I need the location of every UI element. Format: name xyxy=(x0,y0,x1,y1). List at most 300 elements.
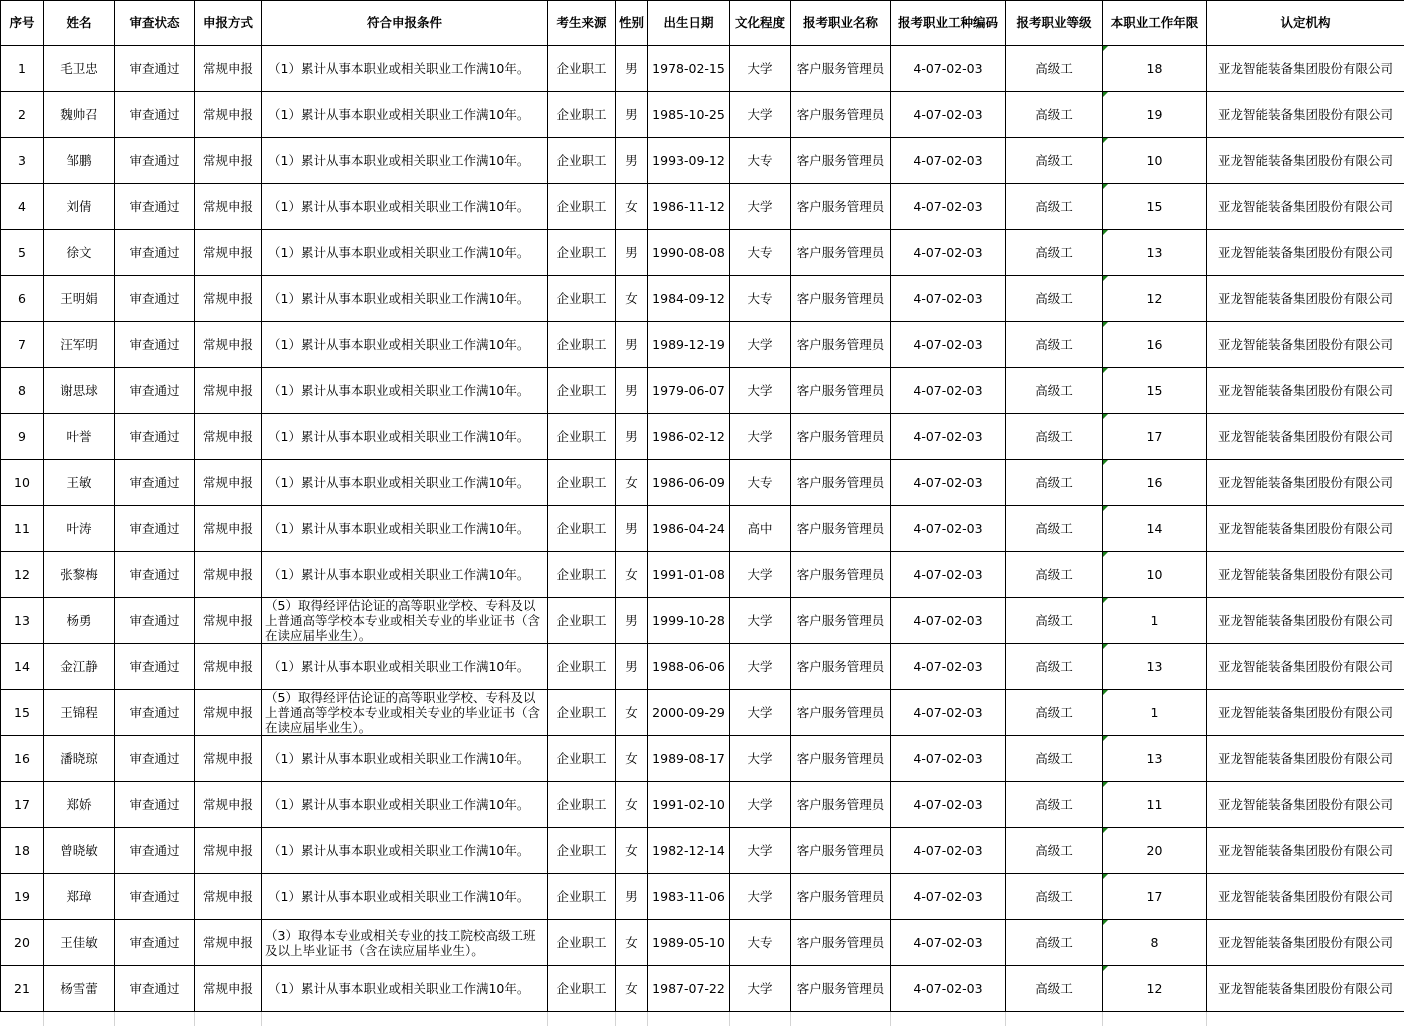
cell-no[interactable]: 13 xyxy=(1,598,44,644)
cell-education[interactable]: 大学 xyxy=(730,736,791,782)
cell-gender[interactable]: 男 xyxy=(616,644,648,690)
cell-name[interactable]: 王明娟 xyxy=(44,276,115,322)
cell-name[interactable]: 潘晓琼 xyxy=(44,736,115,782)
cell-job[interactable]: 客户服务管理员 xyxy=(791,460,891,506)
cell-status[interactable]: 审查通过 xyxy=(115,874,195,920)
cell-name[interactable]: 徐文 xyxy=(44,230,115,276)
cell-years[interactable]: 15 xyxy=(1103,368,1207,414)
cell-code[interactable]: 4-07-02-03 xyxy=(891,138,1006,184)
cell-method[interactable]: 常规申报 xyxy=(195,46,262,92)
cell-birth[interactable]: 1993-09-12 xyxy=(648,138,730,184)
cell-code[interactable]: 4-07-02-03 xyxy=(891,92,1006,138)
empty-cell[interactable] xyxy=(891,1012,1006,1027)
cell-method[interactable]: 常规申报 xyxy=(195,138,262,184)
cell-birth[interactable]: 1986-11-12 xyxy=(648,184,730,230)
cell-method[interactable]: 常规申报 xyxy=(195,230,262,276)
cell-org[interactable]: 亚龙智能装备集团股份有限公司 xyxy=(1207,690,1404,736)
cell-years[interactable]: 16 xyxy=(1103,460,1207,506)
cell-name[interactable]: 金江静 xyxy=(44,644,115,690)
empty-cell[interactable] xyxy=(44,1012,115,1027)
cell-birth[interactable]: 1999-10-28 xyxy=(648,598,730,644)
cell-education[interactable]: 大学 xyxy=(730,874,791,920)
cell-education[interactable]: 大学 xyxy=(730,184,791,230)
cell-level[interactable]: 高级工 xyxy=(1006,414,1103,460)
cell-no[interactable]: 4 xyxy=(1,184,44,230)
cell-condition[interactable]: （1）累计从事本职业或相关职业工作满10年。 xyxy=(262,874,548,920)
cell-method[interactable]: 常规申报 xyxy=(195,368,262,414)
cell-method[interactable]: 常规申报 xyxy=(195,276,262,322)
cell-condition[interactable]: （1）累计从事本职业或相关职业工作满10年。 xyxy=(262,736,548,782)
cell-condition[interactable]: （1）累计从事本职业或相关职业工作满10年。 xyxy=(262,230,548,276)
cell-name[interactable]: 张黎梅 xyxy=(44,552,115,598)
cell-org[interactable]: 亚龙智能装备集团股份有限公司 xyxy=(1207,322,1404,368)
cell-education[interactable]: 大学 xyxy=(730,92,791,138)
cell-name[interactable]: 叶涛 xyxy=(44,506,115,552)
cell-code[interactable]: 4-07-02-03 xyxy=(891,414,1006,460)
cell-org[interactable]: 亚龙智能装备集团股份有限公司 xyxy=(1207,874,1404,920)
cell-job[interactable]: 客户服务管理员 xyxy=(791,920,891,966)
empty-cell[interactable] xyxy=(1006,1012,1103,1027)
cell-years[interactable]: 12 xyxy=(1103,966,1207,1012)
empty-cell[interactable] xyxy=(730,1012,791,1027)
cell-org[interactable]: 亚龙智能装备集团股份有限公司 xyxy=(1207,920,1404,966)
cell-status[interactable]: 审查通过 xyxy=(115,506,195,552)
cell-job[interactable]: 客户服务管理员 xyxy=(791,184,891,230)
cell-no[interactable]: 16 xyxy=(1,736,44,782)
cell-name[interactable]: 曾晓敏 xyxy=(44,828,115,874)
column-header[interactable]: 符合申报条件 xyxy=(262,1,548,46)
cell-status[interactable]: 审查通过 xyxy=(115,598,195,644)
cell-org[interactable]: 亚龙智能装备集团股份有限公司 xyxy=(1207,46,1404,92)
cell-org[interactable]: 亚龙智能装备集团股份有限公司 xyxy=(1207,506,1404,552)
cell-education[interactable]: 大专 xyxy=(730,460,791,506)
cell-gender[interactable]: 男 xyxy=(616,506,648,552)
cell-no[interactable]: 2 xyxy=(1,92,44,138)
cell-gender[interactable]: 男 xyxy=(616,230,648,276)
cell-gender[interactable]: 女 xyxy=(616,460,648,506)
cell-job[interactable]: 客户服务管理员 xyxy=(791,92,891,138)
cell-org[interactable]: 亚龙智能装备集团股份有限公司 xyxy=(1207,276,1404,322)
cell-status[interactable]: 审查通过 xyxy=(115,736,195,782)
cell-birth[interactable]: 1991-01-08 xyxy=(648,552,730,598)
cell-years[interactable]: 17 xyxy=(1103,414,1207,460)
cell-gender[interactable]: 女 xyxy=(616,552,648,598)
cell-condition[interactable]: （1）累计从事本职业或相关职业工作满10年。 xyxy=(262,46,548,92)
cell-org[interactable]: 亚龙智能装备集团股份有限公司 xyxy=(1207,736,1404,782)
cell-birth[interactable]: 2000-09-29 xyxy=(648,690,730,736)
cell-org[interactable]: 亚龙智能装备集团股份有限公司 xyxy=(1207,552,1404,598)
cell-name[interactable]: 汪军明 xyxy=(44,322,115,368)
cell-condition[interactable]: （1）累计从事本职业或相关职业工作满10年。 xyxy=(262,644,548,690)
cell-birth[interactable]: 1991-02-10 xyxy=(648,782,730,828)
cell-source[interactable]: 企业职工 xyxy=(548,828,616,874)
cell-level[interactable]: 高级工 xyxy=(1006,828,1103,874)
cell-no[interactable]: 21 xyxy=(1,966,44,1012)
cell-condition[interactable]: （1）累计从事本职业或相关职业工作满10年。 xyxy=(262,782,548,828)
cell-name[interactable]: 王敏 xyxy=(44,460,115,506)
cell-years[interactable]: 13 xyxy=(1103,736,1207,782)
empty-cell[interactable] xyxy=(195,1012,262,1027)
cell-job[interactable]: 客户服务管理员 xyxy=(791,368,891,414)
cell-gender[interactable]: 男 xyxy=(616,598,648,644)
cell-method[interactable]: 常规申报 xyxy=(195,736,262,782)
cell-level[interactable]: 高级工 xyxy=(1006,92,1103,138)
empty-cell[interactable] xyxy=(1207,1012,1404,1027)
cell-status[interactable]: 审查通过 xyxy=(115,46,195,92)
cell-source[interactable]: 企业职工 xyxy=(548,276,616,322)
empty-cell[interactable] xyxy=(1103,1012,1207,1027)
cell-job[interactable]: 客户服务管理员 xyxy=(791,414,891,460)
cell-source[interactable]: 企业职工 xyxy=(548,322,616,368)
column-header[interactable]: 序号 xyxy=(1,1,44,46)
cell-years[interactable]: 17 xyxy=(1103,874,1207,920)
cell-code[interactable]: 4-07-02-03 xyxy=(891,782,1006,828)
empty-cell[interactable] xyxy=(791,1012,891,1027)
cell-no[interactable]: 5 xyxy=(1,230,44,276)
cell-source[interactable]: 企业职工 xyxy=(548,92,616,138)
cell-source[interactable]: 企业职工 xyxy=(548,598,616,644)
cell-education[interactable]: 大学 xyxy=(730,644,791,690)
cell-level[interactable]: 高级工 xyxy=(1006,552,1103,598)
cell-status[interactable]: 审查通过 xyxy=(115,782,195,828)
cell-level[interactable]: 高级工 xyxy=(1006,138,1103,184)
cell-birth[interactable]: 1989-12-19 xyxy=(648,322,730,368)
cell-no[interactable]: 11 xyxy=(1,506,44,552)
cell-org[interactable]: 亚龙智能装备集团股份有限公司 xyxy=(1207,230,1404,276)
cell-job[interactable]: 客户服务管理员 xyxy=(791,276,891,322)
cell-status[interactable]: 审查通过 xyxy=(115,828,195,874)
cell-source[interactable]: 企业职工 xyxy=(548,874,616,920)
column-header[interactable]: 申报方式 xyxy=(195,1,262,46)
cell-name[interactable]: 毛卫忠 xyxy=(44,46,115,92)
cell-birth[interactable]: 1982-12-14 xyxy=(648,828,730,874)
cell-birth[interactable]: 1985-10-25 xyxy=(648,92,730,138)
cell-no[interactable]: 17 xyxy=(1,782,44,828)
cell-status[interactable]: 审查通过 xyxy=(115,920,195,966)
cell-code[interactable]: 4-07-02-03 xyxy=(891,552,1006,598)
column-header[interactable]: 认定机构 xyxy=(1207,1,1404,46)
cell-status[interactable]: 审查通过 xyxy=(115,460,195,506)
cell-level[interactable]: 高级工 xyxy=(1006,736,1103,782)
cell-education[interactable]: 大学 xyxy=(730,966,791,1012)
cell-condition[interactable]: （1）累计从事本职业或相关职业工作满10年。 xyxy=(262,138,548,184)
cell-method[interactable]: 常规申报 xyxy=(195,322,262,368)
cell-code[interactable]: 4-07-02-03 xyxy=(891,184,1006,230)
cell-education[interactable]: 大学 xyxy=(730,598,791,644)
column-header[interactable]: 报考职业工种编码 xyxy=(891,1,1006,46)
empty-cell[interactable] xyxy=(648,1012,730,1027)
cell-gender[interactable]: 男 xyxy=(616,92,648,138)
cell-level[interactable]: 高级工 xyxy=(1006,690,1103,736)
cell-org[interactable]: 亚龙智能装备集团股份有限公司 xyxy=(1207,138,1404,184)
cell-job[interactable]: 客户服务管理员 xyxy=(791,874,891,920)
cell-job[interactable]: 客户服务管理员 xyxy=(791,598,891,644)
cell-no[interactable]: 8 xyxy=(1,368,44,414)
cell-status[interactable]: 审查通过 xyxy=(115,322,195,368)
column-header[interactable]: 报考职业名称 xyxy=(791,1,891,46)
cell-code[interactable]: 4-07-02-03 xyxy=(891,506,1006,552)
cell-method[interactable]: 常规申报 xyxy=(195,920,262,966)
cell-method[interactable]: 常规申报 xyxy=(195,690,262,736)
cell-education[interactable]: 大专 xyxy=(730,138,791,184)
cell-code[interactable]: 4-07-02-03 xyxy=(891,230,1006,276)
cell-condition[interactable]: （3）取得本专业或相关专业的技工院校高级工班及以上毕业证书（含在读应届毕业生）。 xyxy=(262,920,548,966)
cell-source[interactable]: 企业职工 xyxy=(548,552,616,598)
cell-job[interactable]: 客户服务管理员 xyxy=(791,690,891,736)
cell-source[interactable]: 企业职工 xyxy=(548,782,616,828)
cell-name[interactable]: 郑娇 xyxy=(44,782,115,828)
cell-years[interactable]: 10 xyxy=(1103,138,1207,184)
cell-gender[interactable]: 男 xyxy=(616,322,648,368)
cell-birth[interactable]: 1989-08-17 xyxy=(648,736,730,782)
cell-education[interactable]: 大学 xyxy=(730,322,791,368)
cell-years[interactable]: 1 xyxy=(1103,690,1207,736)
cell-years[interactable]: 18 xyxy=(1103,46,1207,92)
cell-education[interactable]: 大学 xyxy=(730,782,791,828)
column-header[interactable]: 出生日期 xyxy=(648,1,730,46)
cell-source[interactable]: 企业职工 xyxy=(548,368,616,414)
cell-years[interactable]: 13 xyxy=(1103,230,1207,276)
cell-no[interactable]: 9 xyxy=(1,414,44,460)
cell-org[interactable]: 亚龙智能装备集团股份有限公司 xyxy=(1207,598,1404,644)
cell-condition[interactable]: （1）累计从事本职业或相关职业工作满10年。 xyxy=(262,506,548,552)
cell-job[interactable]: 客户服务管理员 xyxy=(791,138,891,184)
column-header[interactable]: 姓名 xyxy=(44,1,115,46)
cell-level[interactable]: 高级工 xyxy=(1006,598,1103,644)
cell-code[interactable]: 4-07-02-03 xyxy=(891,690,1006,736)
cell-no[interactable]: 19 xyxy=(1,874,44,920)
cell-years[interactable]: 10 xyxy=(1103,552,1207,598)
cell-status[interactable]: 审查通过 xyxy=(115,644,195,690)
cell-condition[interactable]: （1）累计从事本职业或相关职业工作满10年。 xyxy=(262,552,548,598)
cell-code[interactable]: 4-07-02-03 xyxy=(891,368,1006,414)
empty-cell[interactable] xyxy=(115,1012,195,1027)
cell-gender[interactable]: 男 xyxy=(616,368,648,414)
cell-condition[interactable]: （1）累计从事本职业或相关职业工作满10年。 xyxy=(262,92,548,138)
cell-birth[interactable]: 1990-08-08 xyxy=(648,230,730,276)
cell-source[interactable]: 企业职工 xyxy=(548,460,616,506)
cell-condition[interactable]: （1）累计从事本职业或相关职业工作满10年。 xyxy=(262,414,548,460)
cell-level[interactable]: 高级工 xyxy=(1006,644,1103,690)
cell-job[interactable]: 客户服务管理员 xyxy=(791,46,891,92)
cell-method[interactable]: 常规申报 xyxy=(195,598,262,644)
cell-method[interactable]: 常规申报 xyxy=(195,874,262,920)
cell-gender[interactable]: 男 xyxy=(616,46,648,92)
cell-gender[interactable]: 女 xyxy=(616,184,648,230)
cell-condition[interactable]: （1）累计从事本职业或相关职业工作满10年。 xyxy=(262,184,548,230)
cell-years[interactable]: 20 xyxy=(1103,828,1207,874)
cell-birth[interactable]: 1989-05-10 xyxy=(648,920,730,966)
cell-source[interactable]: 企业职工 xyxy=(548,46,616,92)
cell-source[interactable]: 企业职工 xyxy=(548,138,616,184)
cell-org[interactable]: 亚龙智能装备集团股份有限公司 xyxy=(1207,966,1404,1012)
cell-job[interactable]: 客户服务管理员 xyxy=(791,552,891,598)
cell-birth[interactable]: 1986-06-09 xyxy=(648,460,730,506)
cell-gender[interactable]: 男 xyxy=(616,138,648,184)
cell-source[interactable]: 企业职工 xyxy=(548,644,616,690)
cell-level[interactable]: 高级工 xyxy=(1006,230,1103,276)
cell-condition[interactable]: （1）累计从事本职业或相关职业工作满10年。 xyxy=(262,322,548,368)
cell-gender[interactable]: 女 xyxy=(616,690,648,736)
column-header[interactable]: 考生来源 xyxy=(548,1,616,46)
cell-org[interactable]: 亚龙智能装备集团股份有限公司 xyxy=(1207,414,1404,460)
cell-org[interactable]: 亚龙智能装备集团股份有限公司 xyxy=(1207,644,1404,690)
cell-education[interactable]: 高中 xyxy=(730,506,791,552)
cell-no[interactable]: 6 xyxy=(1,276,44,322)
cell-name[interactable]: 叶誉 xyxy=(44,414,115,460)
cell-status[interactable]: 审查通过 xyxy=(115,138,195,184)
cell-name[interactable]: 魏帅召 xyxy=(44,92,115,138)
cell-method[interactable]: 常规申报 xyxy=(195,644,262,690)
cell-gender[interactable]: 女 xyxy=(616,782,648,828)
cell-method[interactable]: 常规申报 xyxy=(195,414,262,460)
cell-education[interactable]: 大专 xyxy=(730,230,791,276)
column-header[interactable]: 报考职业等级 xyxy=(1006,1,1103,46)
cell-code[interactable]: 4-07-02-03 xyxy=(891,828,1006,874)
cell-years[interactable]: 19 xyxy=(1103,92,1207,138)
cell-years[interactable]: 11 xyxy=(1103,782,1207,828)
cell-org[interactable]: 亚龙智能装备集团股份有限公司 xyxy=(1207,184,1404,230)
cell-education[interactable]: 大学 xyxy=(730,828,791,874)
column-header[interactable]: 审查状态 xyxy=(115,1,195,46)
cell-job[interactable]: 客户服务管理员 xyxy=(791,322,891,368)
cell-birth[interactable]: 1978-02-15 xyxy=(648,46,730,92)
cell-birth[interactable]: 1979-06-07 xyxy=(648,368,730,414)
cell-years[interactable]: 16 xyxy=(1103,322,1207,368)
cell-years[interactable]: 15 xyxy=(1103,184,1207,230)
cell-condition[interactable]: （5）取得经评估论证的高等职业学校、专科及以上普通高等学校本专业或相关专业的毕业证书（含在读应届毕业生）。 xyxy=(262,598,548,644)
cell-level[interactable]: 高级工 xyxy=(1006,874,1103,920)
cell-no[interactable]: 10 xyxy=(1,460,44,506)
cell-condition[interactable]: （1）累计从事本职业或相关职业工作满10年。 xyxy=(262,966,548,1012)
cell-name[interactable]: 杨勇 xyxy=(44,598,115,644)
cell-years[interactable]: 1 xyxy=(1103,598,1207,644)
cell-code[interactable]: 4-07-02-03 xyxy=(891,874,1006,920)
cell-source[interactable]: 企业职工 xyxy=(548,966,616,1012)
empty-cell[interactable] xyxy=(1,1012,44,1027)
cell-org[interactable]: 亚龙智能装备集团股份有限公司 xyxy=(1207,92,1404,138)
empty-cell[interactable] xyxy=(616,1012,648,1027)
cell-name[interactable]: 杨雪蕾 xyxy=(44,966,115,1012)
cell-source[interactable]: 企业职工 xyxy=(548,506,616,552)
empty-cell[interactable] xyxy=(262,1012,548,1027)
cell-name[interactable]: 谢思球 xyxy=(44,368,115,414)
cell-level[interactable]: 高级工 xyxy=(1006,368,1103,414)
cell-birth[interactable]: 1986-02-12 xyxy=(648,414,730,460)
cell-years[interactable]: 14 xyxy=(1103,506,1207,552)
cell-job[interactable]: 客户服务管理员 xyxy=(791,966,891,1012)
cell-no[interactable]: 12 xyxy=(1,552,44,598)
cell-org[interactable]: 亚龙智能装备集团股份有限公司 xyxy=(1207,782,1404,828)
cell-status[interactable]: 审查通过 xyxy=(115,92,195,138)
cell-name[interactable]: 郑璋 xyxy=(44,874,115,920)
cell-gender[interactable]: 女 xyxy=(616,736,648,782)
cell-code[interactable]: 4-07-02-03 xyxy=(891,276,1006,322)
cell-source[interactable]: 企业职工 xyxy=(548,736,616,782)
cell-name[interactable]: 王锦程 xyxy=(44,690,115,736)
cell-gender[interactable]: 男 xyxy=(616,874,648,920)
cell-birth[interactable]: 1983-11-06 xyxy=(648,874,730,920)
column-header[interactable]: 文化程度 xyxy=(730,1,791,46)
cell-no[interactable]: 18 xyxy=(1,828,44,874)
cell-source[interactable]: 企业职工 xyxy=(548,230,616,276)
cell-no[interactable]: 1 xyxy=(1,46,44,92)
cell-birth[interactable]: 1988-06-06 xyxy=(648,644,730,690)
cell-method[interactable]: 常规申报 xyxy=(195,966,262,1012)
cell-level[interactable]: 高级工 xyxy=(1006,322,1103,368)
cell-org[interactable]: 亚龙智能装备集团股份有限公司 xyxy=(1207,368,1404,414)
cell-level[interactable]: 高级工 xyxy=(1006,46,1103,92)
cell-status[interactable]: 审查通过 xyxy=(115,184,195,230)
cell-method[interactable]: 常规申报 xyxy=(195,506,262,552)
cell-code[interactable]: 4-07-02-03 xyxy=(891,46,1006,92)
cell-gender[interactable]: 女 xyxy=(616,920,648,966)
cell-birth[interactable]: 1987-07-22 xyxy=(648,966,730,1012)
cell-job[interactable]: 客户服务管理员 xyxy=(791,828,891,874)
cell-org[interactable]: 亚龙智能装备集团股份有限公司 xyxy=(1207,460,1404,506)
cell-code[interactable]: 4-07-02-03 xyxy=(891,920,1006,966)
empty-cell[interactable] xyxy=(548,1012,616,1027)
cell-job[interactable]: 客户服务管理员 xyxy=(791,230,891,276)
cell-name[interactable]: 王佳敏 xyxy=(44,920,115,966)
cell-education[interactable]: 大专 xyxy=(730,276,791,322)
cell-education[interactable]: 大学 xyxy=(730,46,791,92)
cell-method[interactable]: 常规申报 xyxy=(195,184,262,230)
cell-status[interactable]: 审查通过 xyxy=(115,552,195,598)
column-header[interactable]: 本职业工作年限 xyxy=(1103,1,1207,46)
cell-code[interactable]: 4-07-02-03 xyxy=(891,966,1006,1012)
cell-condition[interactable]: （1）累计从事本职业或相关职业工作满10年。 xyxy=(262,276,548,322)
cell-status[interactable]: 审查通过 xyxy=(115,276,195,322)
cell-method[interactable]: 常规申报 xyxy=(195,828,262,874)
cell-code[interactable]: 4-07-02-03 xyxy=(891,598,1006,644)
cell-level[interactable]: 高级工 xyxy=(1006,920,1103,966)
cell-condition[interactable]: （5）取得经评估论证的高等职业学校、专科及以上普通高等学校本专业或相关专业的毕业证书（含在读应届毕业生）。 xyxy=(262,690,548,736)
cell-status[interactable]: 审查通过 xyxy=(115,966,195,1012)
cell-no[interactable]: 20 xyxy=(1,920,44,966)
cell-method[interactable]: 常规申报 xyxy=(195,782,262,828)
cell-education[interactable]: 大学 xyxy=(730,690,791,736)
cell-birth[interactable]: 1986-04-24 xyxy=(648,506,730,552)
cell-level[interactable]: 高级工 xyxy=(1006,460,1103,506)
cell-level[interactable]: 高级工 xyxy=(1006,782,1103,828)
cell-job[interactable]: 客户服务管理员 xyxy=(791,506,891,552)
cell-level[interactable]: 高级工 xyxy=(1006,966,1103,1012)
column-header[interactable]: 性别 xyxy=(616,1,648,46)
cell-source[interactable]: 企业职工 xyxy=(548,920,616,966)
cell-no[interactable]: 3 xyxy=(1,138,44,184)
cell-name[interactable]: 刘倩 xyxy=(44,184,115,230)
cell-gender[interactable]: 男 xyxy=(616,414,648,460)
cell-level[interactable]: 高级工 xyxy=(1006,184,1103,230)
cell-no[interactable]: 14 xyxy=(1,644,44,690)
cell-job[interactable]: 客户服务管理员 xyxy=(791,782,891,828)
cell-code[interactable]: 4-07-02-03 xyxy=(891,460,1006,506)
cell-condition[interactable]: （1）累计从事本职业或相关职业工作满10年。 xyxy=(262,368,548,414)
cell-no[interactable]: 7 xyxy=(1,322,44,368)
cell-code[interactable]: 4-07-02-03 xyxy=(891,736,1006,782)
cell-code[interactable]: 4-07-02-03 xyxy=(891,644,1006,690)
cell-method[interactable]: 常规申报 xyxy=(195,552,262,598)
cell-level[interactable]: 高级工 xyxy=(1006,506,1103,552)
cell-gender[interactable]: 女 xyxy=(616,828,648,874)
cell-job[interactable]: 客户服务管理员 xyxy=(791,644,891,690)
cell-source[interactable]: 企业职工 xyxy=(548,414,616,460)
cell-status[interactable]: 审查通过 xyxy=(115,368,195,414)
cell-level[interactable]: 高级工 xyxy=(1006,276,1103,322)
cell-source[interactable]: 企业职工 xyxy=(548,184,616,230)
cell-name[interactable]: 邹鹏 xyxy=(44,138,115,184)
